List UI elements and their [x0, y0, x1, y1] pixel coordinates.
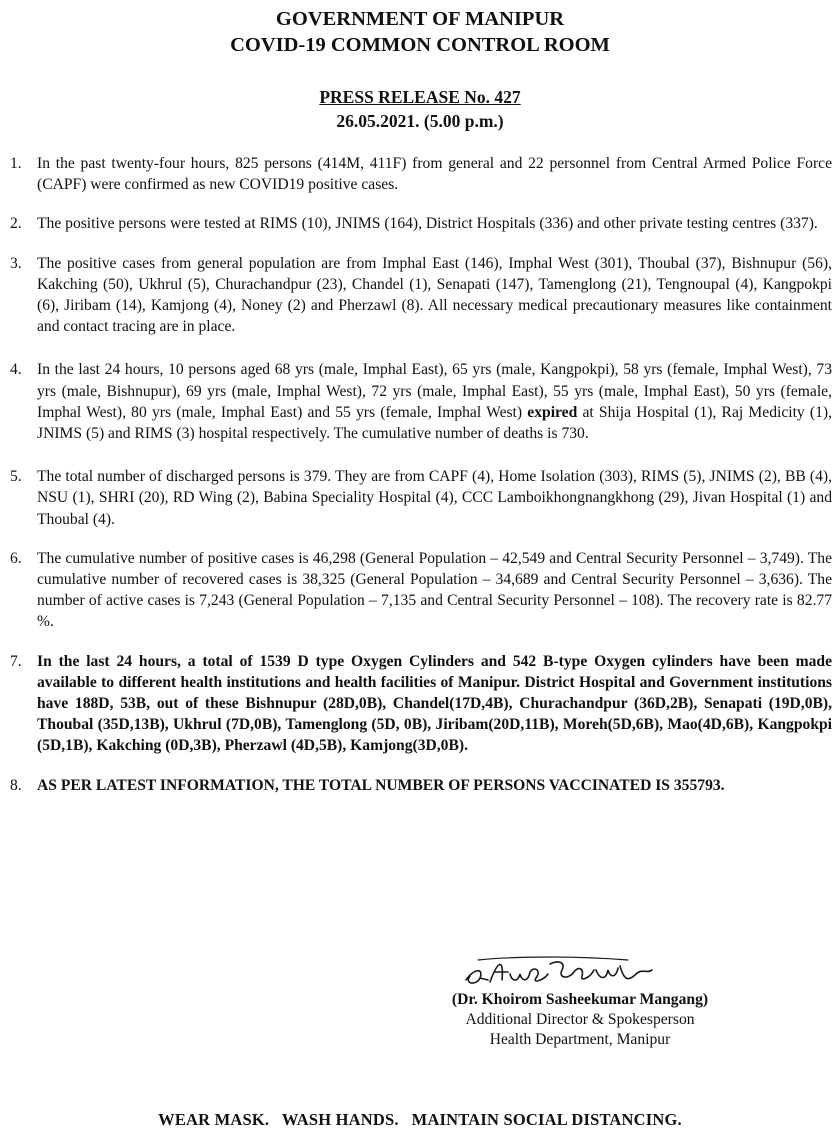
- item-text-before: In the last 24 hours, 10 persons aged 68 yrs (male, Imphal East), 65 yrs (male, Kangpokpi), 58 yrs (female, Imphal West), 73 yrs (male, Bishnupur), 69 yrs (male, Imphal West), 72 yrs (male, Imphal East), 55 yrs (male, Imphal East), 50 yrs (female, Imphal West), 80 yrs (male, Imphal East) and 55 yrs (female, Imphal West): [37, 361, 832, 421]
- item-number: 3.: [10, 254, 22, 272]
- signatory-department: Health Department, Manipur: [489, 1031, 671, 1048]
- item-text: AS PER LATEST INFORMATION, THE TOTAL NUMBER OF PERSONS VACCINATED IS 355793.: [37, 776, 725, 794]
- item-number: 2.: [10, 215, 22, 233]
- press-release-number: PRESS RELEASE No. 427: [319, 87, 521, 107]
- item-number: 1.: [10, 155, 22, 172]
- item-number: 8.: [10, 776, 22, 794]
- item-number: 5.: [10, 468, 22, 486]
- list-item: [10, 359, 832, 444]
- press-release-items: [10, 153, 832, 814]
- signatory-designation: Additional Director & Spokesperson: [465, 1011, 695, 1028]
- list-item: [10, 466, 832, 530]
- government-title: GOVERNMENT OF MANIPUR: [275, 8, 565, 30]
- item-text: The positive persons were tested at RIMS (10), JNIMS (164), District Hospitals (336) and other private testing centres (337).: [37, 215, 818, 233]
- list-item: [10, 775, 832, 796]
- list-item: [10, 253, 832, 338]
- list-item: [10, 651, 832, 757]
- item-text: In the past twenty-four hours, 825 persons (414M, 411F) from general and 22 personnel from Central Armed Police Force (CAPF) were confirmed as new COVID19 positive cases.: [37, 155, 832, 194]
- footer-slogan: WEAR MASK. WASH HANDS. MAINTAIN SOCIAL DISTANCING.: [158, 1110, 682, 1129]
- item-number: 4.: [10, 361, 22, 379]
- item-text: The total number of discharged persons is 379. They are from CAPF (4), Home Isolation (303), RIMS (5), JNIMS (2), BB (4), NSU (1), SHRI (20), RD Wing (2), Babina Speciality Hospital (4), CCC Lamboikhongnangkhong (29), Jivan Hospital (1) and Thoubal (4).: [37, 468, 832, 528]
- expired-word: expired: [527, 403, 578, 421]
- item-number: 6.: [10, 549, 22, 567]
- list-item: [10, 153, 832, 195]
- press-release-date: 26.05.2021. (5.00 p.m.): [336, 111, 504, 131]
- handwritten-signature: [458, 950, 658, 992]
- item-text: In the last 24 hours, a total of 1539 D type Oxygen Cylinders and 542 B-type Oxygen cylinders have been made available to different health institutions and health facilities of Manipur. District Hospital and Government institutions have 188D, 53B, out of these Bishnupur (28D,0B), Chandel(17D,4B), Churachandpur (36D,2B), Senapati (19D,0B), Thoubal (35D,13B), Ukhrul (7D,0B), Tamenglong (5D, 0B), Jiribam(20D,11B), Moreh(5D,6B), Mao(4D,6B), Kangpokpi (5D,1B), Kakching (0D,3B), Pherzawl (4D,5B), Kamjong(3D,0B).: [37, 652, 832, 755]
- item-number: 7.: [10, 652, 22, 670]
- signatory-name: (Dr. Khoirom Sasheekumar Mangang): [451, 991, 709, 1008]
- item-text-after: at Shija Hospital (1), Raj Medicity (1), JNIMS (5) and RIMS (3) hospital respectively. The cumulative number of deaths is 730.: [37, 403, 832, 443]
- item-text: The cumulative number of positive cases is 46,298 (General Population – 42,549 and Central Security Personnel – 3,749). The cumulative number of recovered cases is 38,325 (General Population – 34,689 and Central Security Personnel – 3,636). The number of active cases is 7,243 (General Population – 7,135 and Central Security Personnel – 108). The recovery rate is 82.77 %.: [37, 549, 832, 631]
- list-item: [10, 548, 832, 633]
- item-text: The positive cases from general population are from Imphal East (146), Imphal West (301), Thoubal (37), Bishnupur (56), Kakching (50), Ukhrul (5), Churachandpur (23), Chandel (1), Senapati (147), Tamenglong (21), Tengnoupal (4), Kangpokpi (6), Jiribam (14), Kamjong (4), Noney (2) and Pherzawl (8). All necessary medical precautionary measures like containment and contact tracing are in place.: [37, 254, 832, 336]
- list-item: [10, 213, 832, 234]
- control-room-title: COVID-19 COMMON CONTROL ROOM: [230, 34, 610, 56]
